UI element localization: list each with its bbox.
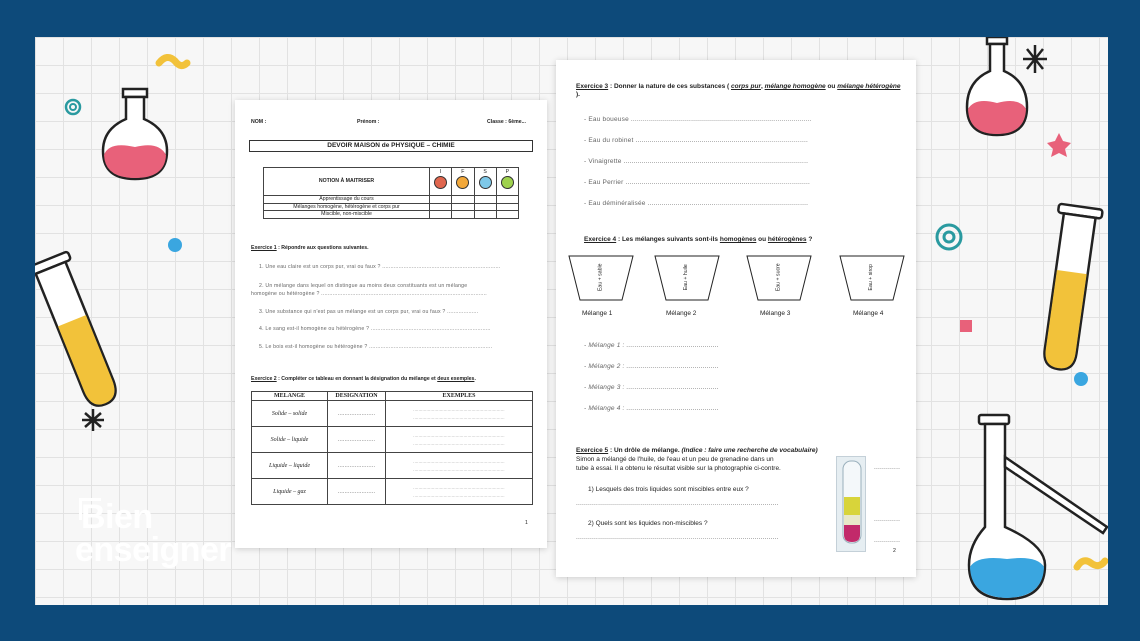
- exercise-2-label: Exercice 2: [251, 376, 277, 382]
- row-melange: Solide – liquide: [252, 427, 328, 453]
- worried-face-icon: [456, 176, 469, 189]
- question-2: 2. Un mélange dans lequel on distingue au moins deux constituants est un mélange: [259, 283, 468, 289]
- term-heterogenes: hétérogènes: [767, 236, 807, 243]
- skill-row: Miscible, non-miscible: [264, 211, 430, 219]
- designation-blank: ......................: [328, 479, 386, 505]
- beaker-2: [654, 254, 720, 302]
- exercise-5-title: : Un drôle de mélange.: [608, 447, 682, 454]
- short-line: .............: [874, 516, 901, 523]
- term-heterogene: mélange hétérogène: [837, 83, 901, 90]
- exercise-4-label: Exercice 4: [584, 236, 617, 243]
- example-blank: .....................................................................: [413, 406, 505, 412]
- test-tube-icon: [35, 237, 135, 437]
- mixture-name: Mélange 1: [582, 310, 613, 317]
- example-blank: .....................................................................: [413, 466, 505, 472]
- mixture-name: Mélange 2: [666, 310, 697, 317]
- example-blank: .....................................................................: [413, 458, 505, 464]
- substance-item: - Vinaigrette ............................................................................................: [584, 158, 809, 165]
- col-melange: MELANGE: [252, 392, 328, 401]
- designation-blank: ......................: [328, 427, 386, 453]
- exercise-5-text-1: Simon a mélangé de l'huile, de l'eau et un peu de grenadine dans un: [576, 456, 774, 463]
- exercise-5-text-2: tube à essai. Il a obtenu le résultat visible sur la photographie ci-contre.: [576, 465, 781, 472]
- distillation-flask-icon: [965, 407, 1108, 605]
- question-4: 4. Le sang est-il homogène ou hétérogène ? .........................................................................: [259, 326, 491, 332]
- small-square-icon: [957, 317, 975, 335]
- term-or: ou: [756, 236, 768, 243]
- question-2-cont: homogène ou hétérogène ? .....................................................................................................: [251, 291, 487, 297]
- skills-header: NOTION À MAITRISER: [264, 168, 430, 196]
- dot-icon-right: [1073, 371, 1089, 387]
- example-blank: .....................................................................: [413, 432, 505, 438]
- logo-line-2: enseigner: [75, 531, 232, 569]
- test-tube-photo: [836, 456, 866, 552]
- example-blank: .....................................................................: [413, 440, 505, 446]
- beaker-4: [839, 254, 905, 302]
- sad-face-icon: [434, 176, 447, 189]
- exercise-5-label: Exercice 5: [576, 447, 609, 454]
- beaker-content: Eau + huile: [682, 264, 689, 291]
- logo-line-1: Bien: [81, 498, 153, 536]
- question-1: 1. Une eau claire est un corps pur, vrai ou faux ? ........................................................................: [259, 264, 501, 270]
- worksheet-page-2: [556, 60, 916, 577]
- substance-item: - Eau Perrier ............................................................................................: [584, 179, 810, 186]
- beaker-content: Eau + sucre: [775, 263, 782, 292]
- layered-test-tube-icon: [837, 457, 867, 553]
- skills-table: [263, 167, 519, 219]
- level-i: I: [439, 169, 442, 175]
- substance-item: - Eau boueuse ..........................................................................................: [584, 116, 812, 123]
- neutral-face-icon: [479, 176, 492, 189]
- short-line: .............: [874, 464, 901, 471]
- row-melange: Solide – solide: [252, 401, 328, 427]
- substance-item: - Eau déminéralisée ................................................................................: [584, 200, 809, 207]
- answer-line: .....................................................................................................: [576, 534, 779, 541]
- classe-label: Classe : 6ème...: [487, 119, 526, 125]
- term-homogene: mélange homogène: [764, 83, 826, 90]
- exercise-5-heading: [576, 447, 818, 455]
- exercise-5-question-2: 2) Quels sont les liquides non-miscibles ?: [588, 520, 708, 527]
- answer-line: .....................................................................................................: [576, 500, 779, 507]
- spiral-icon: [929, 217, 969, 257]
- exercise-2-instruction: : Compléter ce tableau en donnant la désignation du mélange et: [276, 376, 438, 382]
- level-p: P: [505, 169, 510, 175]
- mixture-answer: - Mélange 4 : ..............................................: [584, 405, 719, 412]
- mixture-answer: - Mélange 2 : ..............................................: [584, 363, 719, 370]
- term-end: ?: [806, 236, 813, 243]
- short-line: .............: [874, 537, 901, 544]
- mixture-table: [251, 391, 533, 505]
- page-number-1: 1: [525, 520, 528, 526]
- test-tube-icon-right: [1035, 202, 1105, 382]
- round-flask-icon: [63, 51, 203, 181]
- beaker-1: [568, 254, 634, 302]
- col-exemples: EXEMPLES: [386, 392, 533, 401]
- mixture-name: Mélange 3: [760, 310, 791, 317]
- nom-label: NOM :: [251, 119, 267, 125]
- prenom-label: Prénom :: [357, 119, 380, 125]
- round-flask-icon-right: [959, 37, 1079, 157]
- brand-logo: [75, 494, 265, 574]
- level-f: F: [461, 169, 465, 175]
- mixture-answer: - Mélange 3 : ..............................................: [584, 384, 719, 391]
- grid-background: [35, 37, 1108, 605]
- skill-row: Mélanges homogène, hétérogène et corps pur: [264, 203, 430, 211]
- beaker-content: Eau + sable: [597, 263, 604, 292]
- exercise-3-instruction: : Donner la nature de ces substances (: [608, 83, 731, 90]
- question-5: 5. Le bois est-il homogène ou hétérogène ? ...........................................................................: [259, 344, 493, 350]
- exercise-1-heading: [251, 245, 369, 252]
- question-3: 3. Une substance qui n'est pas un mélange est un corps pur, vrai ou faux ? ...................: [259, 309, 479, 315]
- row-melange: Liquide – gaz: [252, 479, 328, 505]
- col-designation: DESIGNATION: [328, 392, 386, 401]
- designation-blank: ......................: [328, 453, 386, 479]
- term-homogenes: homogènes: [719, 236, 757, 243]
- dot-icon: [167, 237, 183, 253]
- page-number-2: 2: [893, 548, 896, 554]
- example-blank: .....................................................................: [413, 492, 505, 498]
- beaker-3: [746, 254, 812, 302]
- example-blank: .....................................................................: [413, 484, 505, 490]
- exercise-3-heading: Exercice 3 : Donner la nature de ces substances ( corps pur, mélange homogène ou mélange hétérogène ).: [576, 83, 901, 98]
- level-s: S: [483, 169, 487, 175]
- worksheet-page-1: [235, 100, 547, 548]
- happy-face-icon: [501, 176, 514, 189]
- mixture-name: Mélange 4: [853, 310, 884, 317]
- exercise-1-instruction: : Répondre aux questions suivantes.: [276, 245, 369, 251]
- exercise-1-label: Exercice 1: [251, 245, 277, 251]
- exercise-5-hint: (Indice : faire une recherche de vocabulaire): [681, 447, 818, 454]
- term-corps-pur: corps pur: [731, 83, 761, 90]
- page-title: DEVOIR MAISON de PHYSIQUE – CHIMIE: [249, 140, 533, 152]
- row-melange: Liquide – liquide: [252, 453, 328, 479]
- substance-item: - Eau du robinet ......................................................................................: [584, 137, 808, 144]
- exercise-5-question-1: 1) Lesquels des trois liquides sont miscibles entre eux ?: [588, 486, 749, 493]
- example-blank: .....................................................................: [413, 414, 505, 420]
- beaker-content: Eau + sirop: [867, 264, 874, 291]
- exercise-4-heading: [584, 236, 812, 244]
- skill-row: Apprentissage du cours: [264, 196, 430, 204]
- mixture-answer: - Mélange 1 : ..............................................: [584, 342, 719, 349]
- exercise-4-instruction: : Les mélanges suivants sont-ils: [616, 236, 720, 243]
- designation-blank: ......................: [328, 401, 386, 427]
- exercise-3-label: Exercice 3: [576, 83, 609, 90]
- exercise-2-instruction-underlined: deux exemples: [437, 376, 475, 382]
- exercise-2-heading: Exercice 2 : Compléter ce tableau en donnant la désignation du mélange et deux exemples.: [251, 376, 476, 382]
